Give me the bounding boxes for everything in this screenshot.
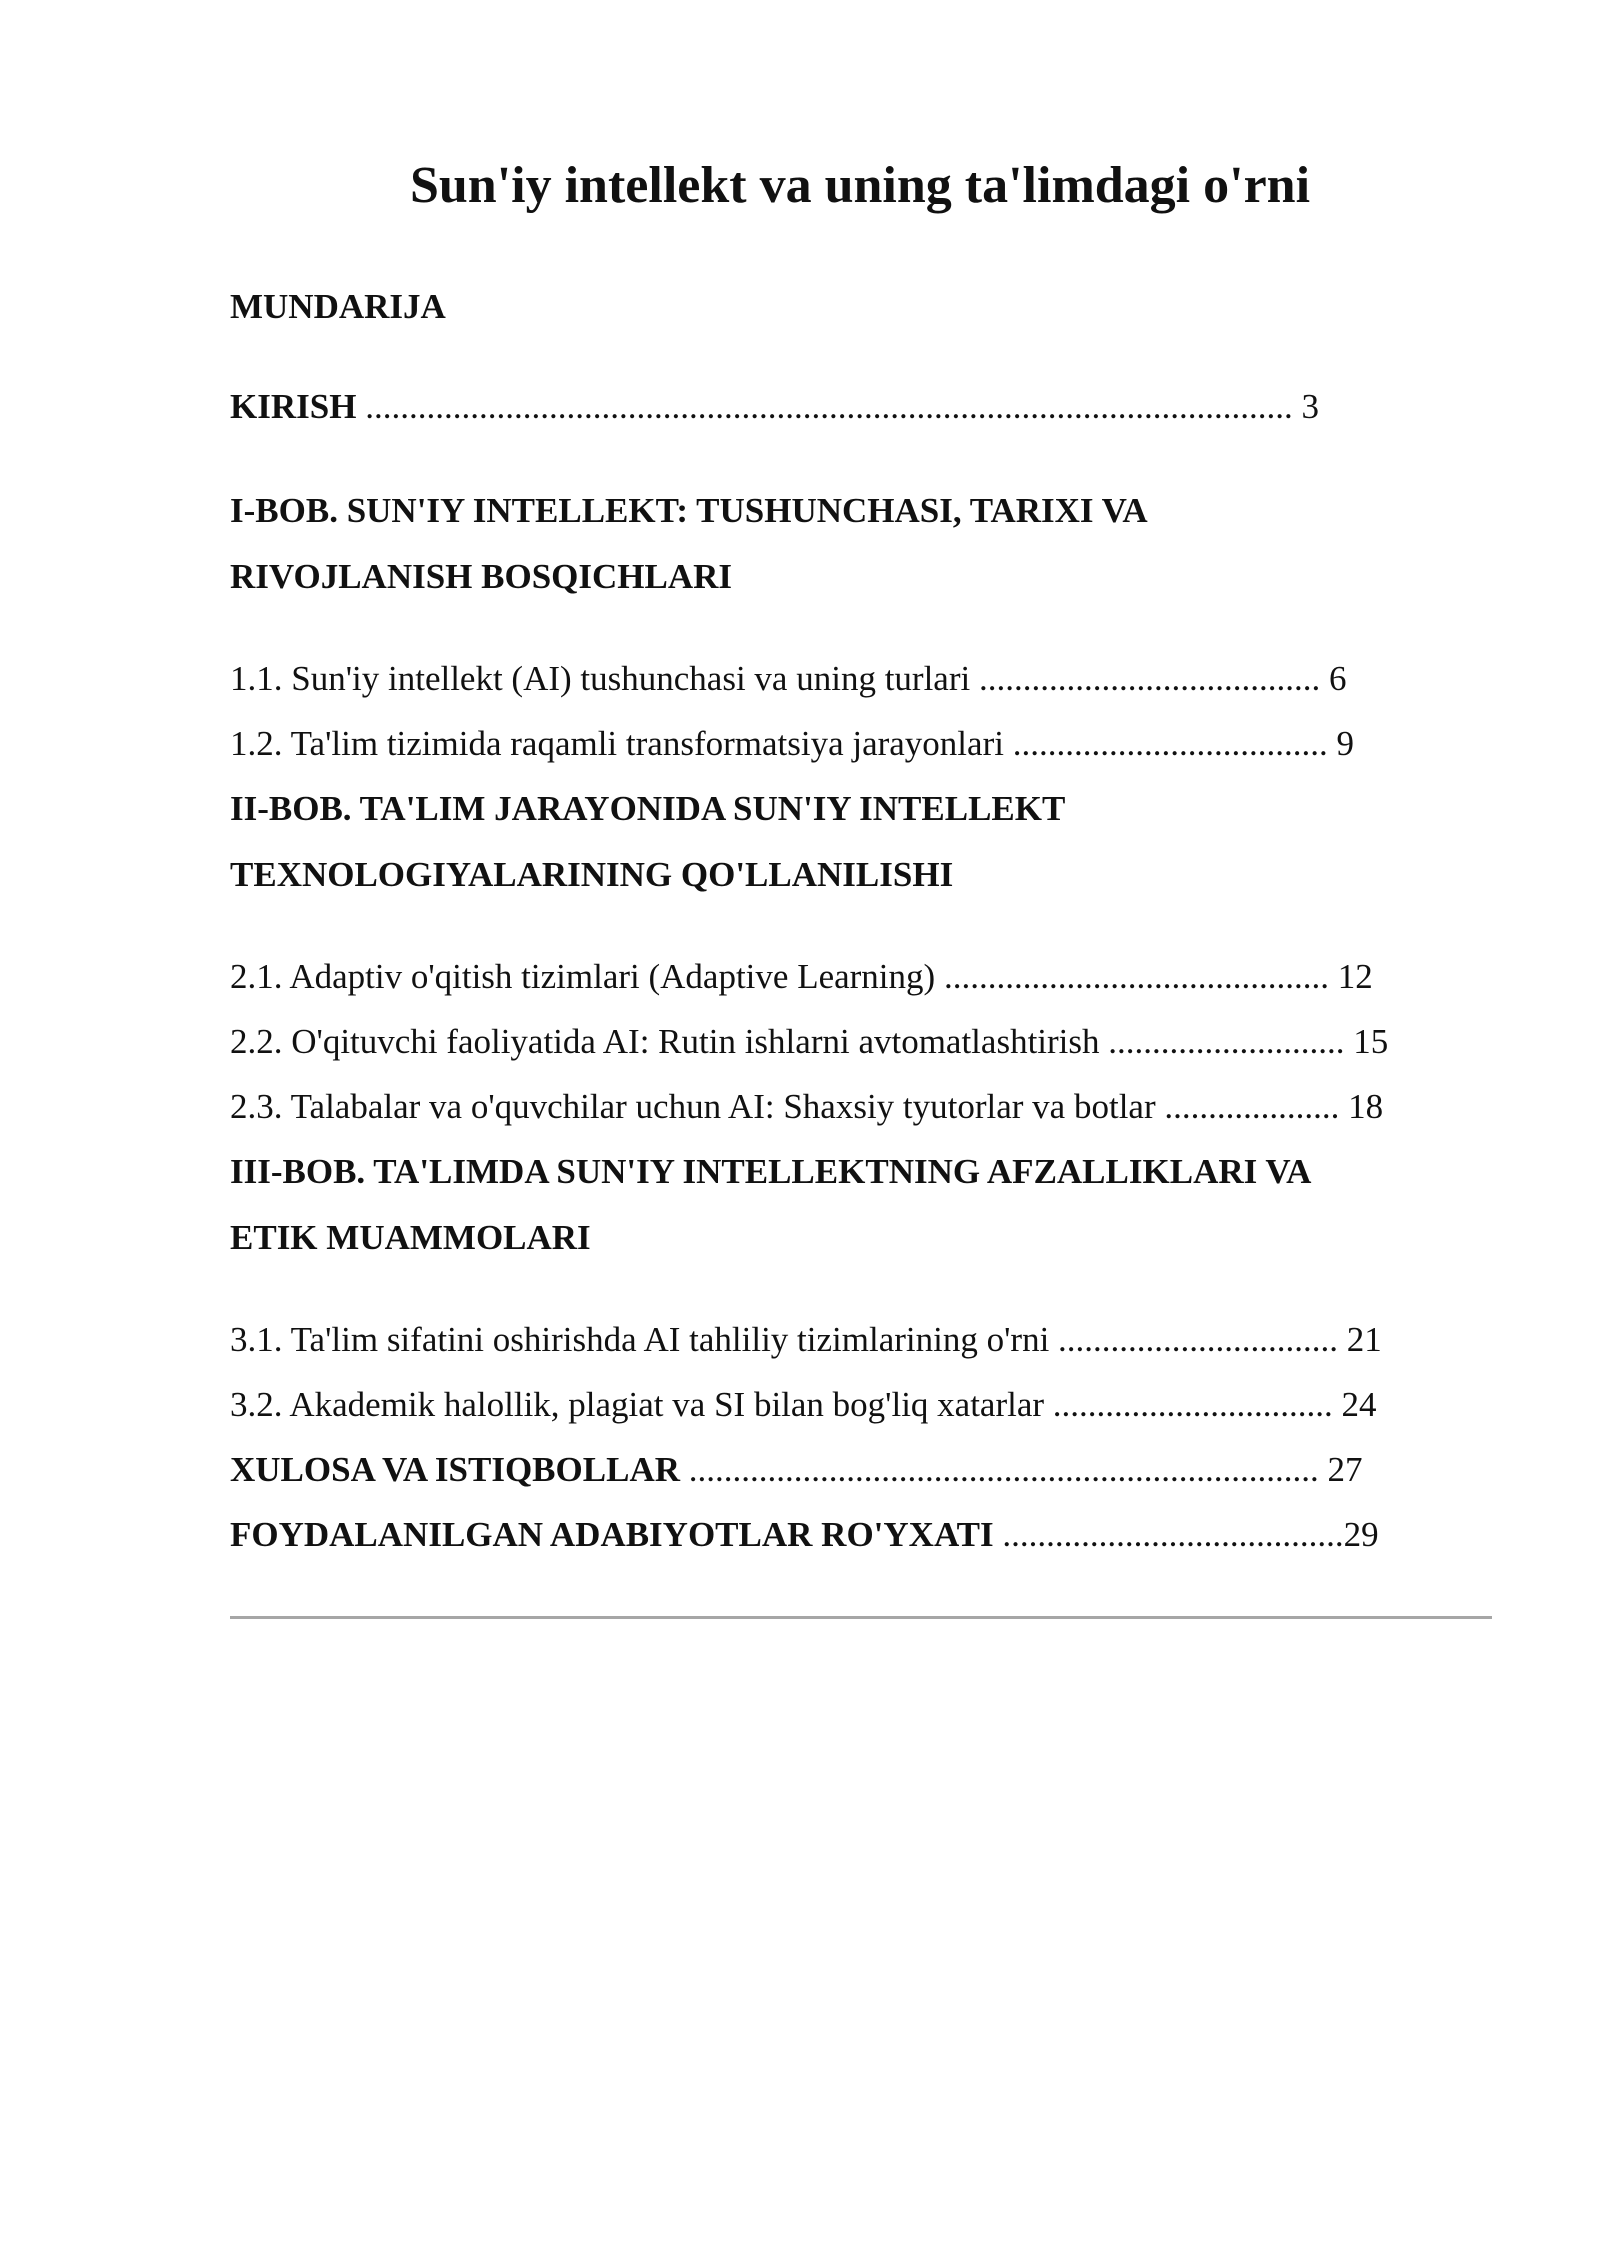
toc-entry-label: 2.2. O'qituvchi faoliyatida AI: Rutin ishlarni avtomatlashtirish (230, 1022, 1100, 1061)
toc-leader-dots: ........................................................................ (680, 1450, 1328, 1489)
toc-leader-dots: ................................ (1044, 1385, 1342, 1424)
toc-leader-dots: ............................................ (935, 957, 1338, 996)
toc-page-number: 9 (1336, 724, 1354, 763)
toc-entry-2-2 (230, 1017, 1388, 1067)
toc-entry-1-1 (230, 654, 1346, 704)
horizontal-rule (230, 1616, 1492, 1619)
toc-entry-2-1 (230, 952, 1373, 1002)
toc-leader-dots: ........................... (1099, 1022, 1354, 1061)
toc-leader-dots: ....................................... (970, 659, 1329, 698)
toc-entry-label: XULOSA VA ISTIQBOLLAR (230, 1450, 680, 1489)
chapter-heading-line: III-BOB. TA'LIMDA SUN'IY INTELLEKTNING AFZALLIKLARI VA (230, 1152, 1312, 1191)
toc-leader-dots: ................................ (1049, 1320, 1347, 1359)
toc-page-number: 15 (1353, 1022, 1389, 1061)
toc-leader-dots: .................................... (1003, 724, 1337, 763)
toc-entry-intro (230, 382, 1319, 432)
toc-entry-1-2 (230, 719, 1354, 769)
toc-page-number: 3 (1301, 387, 1319, 426)
document-title: Sun'iy intellekt va uning ta'limdagi o'rni (409, 157, 1311, 214)
toc-entry-label: 3.2. Akademik halollik, plagiat va SI bilan bog'liq xatarlar (230, 1385, 1045, 1424)
chapter-heading-line: I-BOB. SUN'IY INTELLEKT: TUSHUNCHASI, TARIXI VA (230, 491, 1148, 530)
toc-page-number: 29 (1343, 1515, 1379, 1554)
chapter-heading-3 (230, 1139, 1530, 1271)
toc-leader-dots: .................... (1155, 1087, 1349, 1126)
toc-entry-label: FOYDALANILGAN ADABIYOTLAR RO'YXATI (230, 1515, 994, 1554)
toc-entry-label: 1.2. Ta'lim tizimida raqamli transformatsiya jarayonlari (230, 724, 1004, 763)
toc-entry-3-2 (230, 1380, 1377, 1430)
toc-entry-label: 3.1. Ta'lim sifatini oshirishda AI tahliliy tizimlarining o'rni (230, 1320, 1050, 1359)
toc-heading: MUNDARIJA (230, 287, 446, 326)
toc-entry-label: KIRISH (230, 387, 357, 426)
toc-entry-3-1 (230, 1315, 1382, 1365)
toc-page-number: 27 (1327, 1450, 1363, 1489)
toc-page-number: 18 (1348, 1087, 1384, 1126)
toc-entry-label: 2.3. Talabalar va o'quvchilar uchun AI: Shaxsiy tyutorlar va botlar (230, 1087, 1156, 1126)
chapter-heading-line: TEXNOLOGIYALARINING QO'LLANILISHI (230, 855, 954, 894)
toc-page-number: 6 (1328, 659, 1347, 698)
toc-entry-2-3 (230, 1082, 1383, 1132)
chapter-heading-line: ETIK MUAMMOLARI (230, 1218, 591, 1257)
toc-page-number: 12 (1337, 957, 1373, 996)
toc-entry-references (230, 1510, 1379, 1560)
chapter-heading-line: RIVOJLANISH BOSQICHLARI (230, 557, 733, 596)
toc-entry-conclusion (230, 1445, 1363, 1495)
toc-page-number: 24 (1341, 1385, 1377, 1424)
toc-entry-label: 1.1. Sun'iy intellekt (AI) tushunchasi va uning turlari (230, 659, 971, 698)
chapter-heading-1 (230, 478, 1530, 610)
toc-page-number: 21 (1346, 1320, 1382, 1359)
chapter-heading-line: II-BOB. TA'LIM JARAYONIDA SUN'IY INTELLEKT (230, 789, 1066, 828)
chapter-heading-2 (230, 776, 1530, 908)
toc-leader-dots: .......................................................................................................... (356, 387, 1302, 426)
toc-leader-dots: ....................................... (993, 1515, 1344, 1554)
toc-entry-label: 2.1. Adaptiv o'qitish tizimlari (Adaptive Learning) (230, 957, 936, 996)
